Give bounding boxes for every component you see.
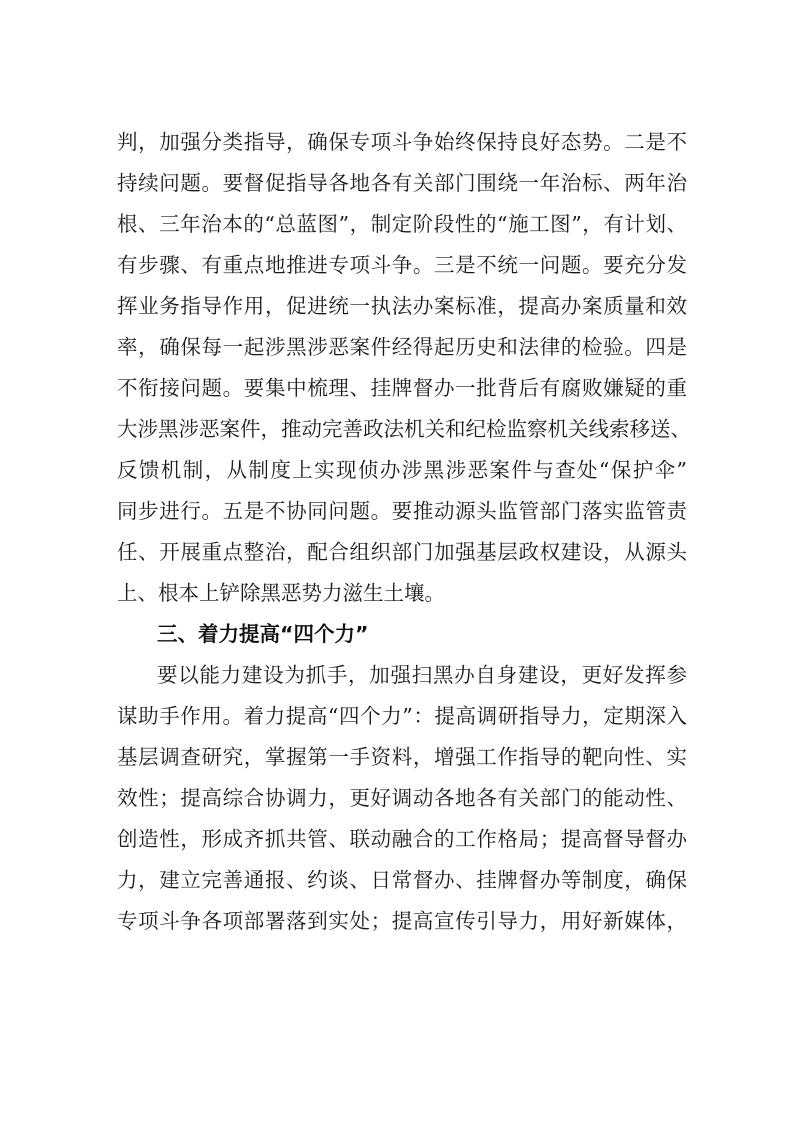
paragraph-line: 反馈机制，从制度上实现侦办涉黑涉恶案件与查处“保护伞”	[117, 458, 687, 482]
paragraph-line: 要以能力建设为抓手，加强扫黑办自身建设，更好发挥参	[157, 663, 687, 687]
paragraph-line: 挥业务指导作用，促进统一执法办案标准，提高办案质量和效	[117, 294, 687, 318]
paragraph-line: 判，加强分类指导，确保专项斗争始终保持良好态势。二是不	[117, 130, 687, 154]
paragraph-line: 专项斗争各项部署落到实处；提高宣传引导力，用好新媒体，	[117, 909, 687, 933]
paragraph-line: 同步进行。五是不协同问题。要推动源头监管部门落实监管责	[117, 499, 687, 523]
paragraph-line: 任、开展重点整治，配合组织部门加强基层政权建设，从源头	[117, 540, 687, 564]
paragraph-line: 不衔接问题。要集中梳理、挂牌督办一批背后有腐败嫌疑的重	[117, 376, 687, 400]
paragraph-line: 效性；提高综合协调力，更好调动各地各有关部门的能动性、	[117, 786, 687, 810]
paragraph-line: 创造性，形成齐抓共管、联动融合的工作格局；提高督导督办	[117, 827, 687, 851]
paragraph-line: 率，确保每一起涉黑涉恶案件经得起历史和法律的检验。四是	[117, 335, 687, 359]
paragraph-line: 大涉黑涉恶案件，推动完善政法机关和纪检监察机关线索移送、	[117, 417, 691, 441]
paragraph-line: 上、根本上铲除黑恶势力滋生土壤。	[117, 581, 445, 605]
paragraph-line: 力，建立完善通报、约谈、日常督办、挂牌督办等制度，确保	[117, 868, 687, 892]
paragraph-line: 持续问题。要督促指导各地各有关部门围绕一年治标、两年治	[117, 171, 687, 195]
paragraph-line: 谋助手作用。着力提高“四个力”：提高调研指导力，定期深入	[117, 704, 687, 728]
paragraph-line: 根、三年治本的“总蓝图”，制定阶段性的“施工图”，有计划、	[117, 212, 687, 236]
paragraph-line: 基层调查研究，掌握第一手资料，增强工作指导的靶向性、实	[117, 745, 687, 769]
paragraph-line: 有步骤、有重点地推进专项斗争。三是不统一问题。要充分发	[117, 253, 687, 277]
section-heading: 三、着力提高“四个力”	[157, 622, 369, 646]
